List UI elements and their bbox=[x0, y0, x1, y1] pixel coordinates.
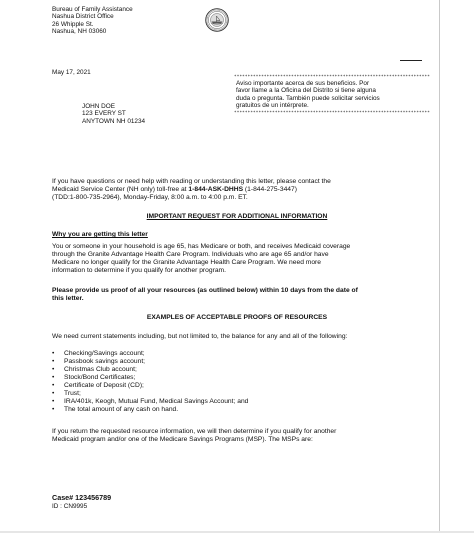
proof-paragraph bbox=[52, 287, 437, 303]
sender-line: 26 Whipple St. bbox=[52, 20, 94, 28]
list-item: • The total amount of any cash on hand. bbox=[52, 406, 432, 414]
help-text: (1-844-275-3447) bbox=[243, 186, 297, 193]
why-heading: Why you are getting this letter bbox=[52, 231, 148, 238]
notice-line: Aviso importante acerca de sus beneficios. Por bbox=[236, 80, 370, 87]
help-line: If you have questions or need help with reading or understanding this letter, please contact the bbox=[52, 178, 331, 185]
proof-line: Please provide us proof of all your resources (as outlined below) within 10 days from the date of bbox=[52, 287, 358, 294]
sender-line: Nashua, NH 03060 bbox=[52, 28, 107, 36]
case-number: Case# 123456789 bbox=[52, 493, 112, 502]
statements-intro: We need current statements including, but not limited to, the balance for any and all of the following: bbox=[52, 333, 348, 340]
list-item: • Passbook savings account; bbox=[52, 358, 432, 366]
help-line: (TDD:1-800-735-2964), Monday-Friday, 8:00 a.m. to 4:00 p.m. ET. bbox=[52, 194, 248, 201]
why-line: information to determine if you qualify for another program. bbox=[52, 267, 226, 274]
sender-address bbox=[52, 6, 133, 36]
sender-line: Bureau of Family Assistance bbox=[52, 6, 133, 13]
recipient-street: 123 EVERY ST bbox=[82, 110, 126, 118]
list-item: • IRA/401k, Keogh, Mutual Fund, Medical Savings Account; and bbox=[52, 398, 432, 406]
recipient-city: ANYTOWN NH 01234 bbox=[82, 117, 146, 125]
notice-line: duda o pregunta. También puede solicitar servicios bbox=[236, 94, 380, 102]
state-seal-icon bbox=[205, 8, 229, 32]
list-item: • Certificate of Deposit (CD); bbox=[52, 382, 432, 390]
help-text: Medicaid Service Center (NH only) toll-free at bbox=[52, 186, 189, 193]
list-item: • Trust; bbox=[52, 390, 432, 398]
spanish-notice bbox=[234, 74, 430, 115]
msp-paragraph bbox=[52, 428, 437, 444]
help-paragraph bbox=[52, 178, 432, 202]
phone-number: 1-844-ASK-DHHS bbox=[188, 186, 244, 193]
page-edge bbox=[439, 0, 440, 533]
case-id: ID : CN9995 bbox=[52, 502, 88, 510]
resource-list bbox=[52, 350, 432, 414]
msp-line: If you return the requested resource information, we will then determine if you qualify for another bbox=[52, 428, 337, 435]
notice-border-bottom: ************************************************************************ bbox=[234, 109, 430, 115]
why-line: through the Granite Advantage Health Care Program. Individuals who are age 65 and/or have bbox=[52, 251, 329, 258]
msp-line: Medicaid program and/or one of the Medicare Savings Programs (MSP). The MSPs are: bbox=[52, 436, 313, 443]
list-item: • Stock/Bond Certificates; bbox=[52, 374, 432, 382]
letter-date: May 17, 2021 bbox=[52, 69, 91, 76]
recipient-name: JOHN DOE bbox=[82, 103, 116, 110]
top-right-rule bbox=[400, 60, 422, 61]
proof-line: this letter. bbox=[52, 295, 84, 302]
notice-line: gratuitos de un intérprete. bbox=[236, 102, 309, 110]
examples-heading: EXAMPLES OF ACCEPTABLE PROOFS OF RESOURCES bbox=[146, 314, 328, 321]
recipient-address bbox=[82, 103, 145, 125]
sender-line: Nashua District Office bbox=[52, 13, 114, 21]
list-item: • Christmas Club account; bbox=[52, 366, 432, 374]
notice-line: favor llame a la Oficina del Distrito si tiene alguna bbox=[236, 87, 376, 95]
why-line: Medicare no longer qualify for the Granite Advantage Health Care Program. We need more bbox=[52, 259, 322, 266]
why-paragraph bbox=[52, 243, 437, 275]
why-line: You or someone in your household is age 65, has Medicare or both, and receives Medicaid coverage bbox=[52, 243, 351, 250]
case-info bbox=[52, 494, 111, 510]
list-item: • Checking/Savings account; bbox=[52, 350, 432, 358]
notice-border-top: ************************************************************************ bbox=[234, 74, 430, 79]
help-line bbox=[52, 186, 432, 194]
main-heading: IMPORTANT REQUEST FOR ADDITIONAL INFORMATION bbox=[146, 213, 328, 220]
notice-text bbox=[236, 80, 394, 110]
